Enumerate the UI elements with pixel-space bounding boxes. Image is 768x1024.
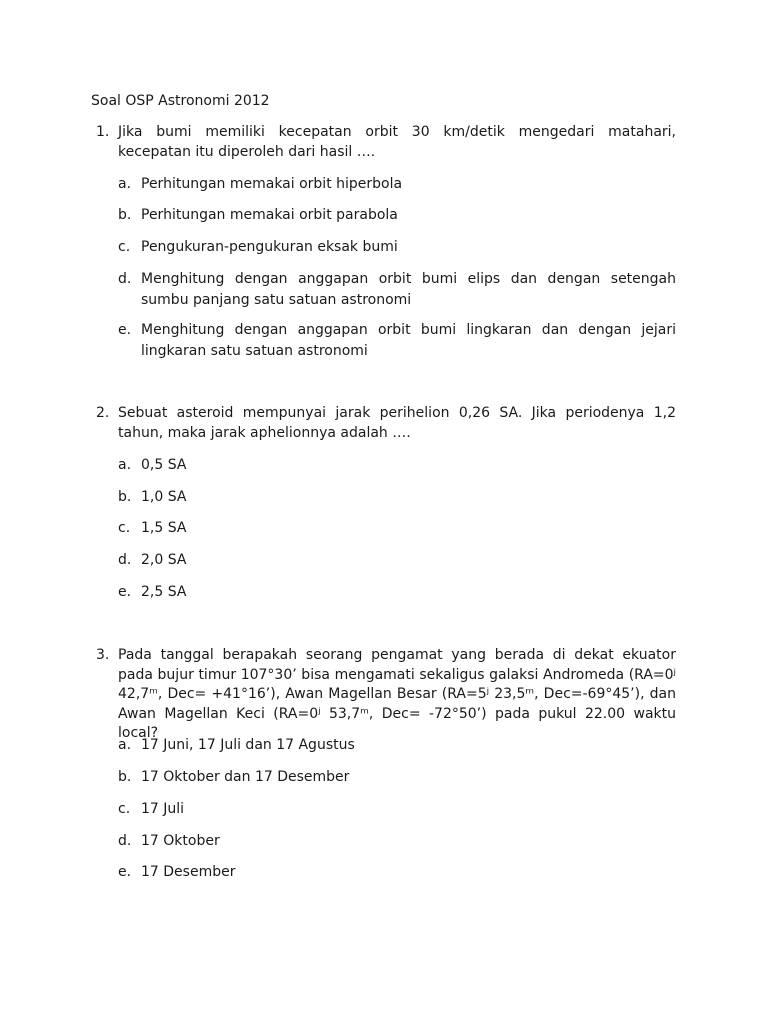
option-letter: c. [118, 801, 131, 817]
option-letter: c. [118, 239, 131, 255]
option-letter: e. [118, 584, 132, 600]
option-letter: b. [118, 489, 132, 505]
option-text: Perhitungan memakai orbit parabola [141, 207, 398, 223]
question-number: 1. [96, 124, 110, 140]
option-text: 1,5 SA [141, 520, 187, 536]
option-text: 17 Juli [141, 801, 185, 817]
option-text: 1,0 SA [141, 489, 187, 505]
question-number: 3. [96, 647, 110, 663]
option-letter: a. [118, 457, 132, 473]
option-letter: e. [118, 322, 132, 338]
question-text: Jika bumi memiliki kecepatan orbit 30 km/detik mengedari matahari, kecepatan itu diperoleh dari hasil …. [118, 124, 676, 160]
option-letter: b. [118, 769, 132, 785]
option-text: 17 Oktober dan 17 Desember [141, 769, 350, 785]
option-letter: a. [118, 737, 132, 753]
option-text: 17 Juni, 17 Juli dan 17 Agustus [141, 737, 355, 753]
question-text: Sebuat asteroid mempunyai jarak perihelion 0,26 SA. Jika periodenya 1,2 tahun, maka jarak aphelionnya adalah …. [118, 405, 676, 441]
option-text: Perhitungan memakai orbit hiperbola [141, 176, 403, 192]
option-text: Pengukuran-pengukuran eksak bumi [141, 239, 398, 255]
option-text: 17 Desember [141, 864, 236, 880]
document-title: Soal OSP Astronomi 2012 [91, 93, 270, 109]
question-text: Pada tanggal berapakah seorang pengamat yang berada di dekat ekuator pada bujur timur 107°30’ bisa mengamati sekaligus galaksi Andromeda (RA=0ʲ 42,7ᵐ, Dec= +41°16’), Awan Magellan Besar (RA=5ʲ 23,5ᵐ, Dec=-69°45’), dan Awan Magellan Keci (RA=0ʲ 53,7ᵐ, Dec= -72°50’) pada pukul 22.00 waktu local? [118, 647, 676, 741]
option-letter: d. [118, 552, 132, 568]
option-letter: c. [118, 520, 131, 536]
option-text: 2,0 SA [141, 552, 187, 568]
question-number: 2. [96, 405, 110, 421]
option-text: Menghitung dengan anggapan orbit bumi elips dan dengan setengah sumbu panjang satu satuan astronomi [141, 271, 676, 308]
option-text: 0,5 SA [141, 457, 187, 473]
option-text: 2,5 SA [141, 584, 187, 600]
option-letter: a. [118, 176, 132, 192]
option-text: Menghitung dengan anggapan orbit bumi lingkaran dan dengan jejari lingkaran satu satuan astronomi [141, 322, 676, 359]
option-letter: d. [118, 833, 132, 849]
option-letter: d. [118, 271, 132, 287]
option-text: 17 Oktober [141, 833, 220, 849]
option-letter: e. [118, 864, 132, 880]
option-letter: b. [118, 207, 132, 223]
